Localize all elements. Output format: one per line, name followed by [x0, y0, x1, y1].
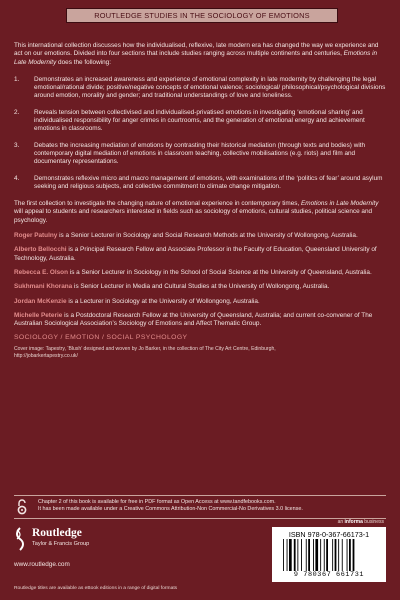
subject-tags: SOCIOLOGY / EMOTION / SOCIAL PSYCHOLOGY — [14, 334, 188, 342]
intro-paragraph — [14, 42, 386, 67]
barcode-bar — [332, 539, 333, 571]
cover-credit-url: http://jobarkertapestry.co.uk/ — [14, 353, 78, 360]
barcode-bar — [315, 539, 318, 571]
list-item — [14, 76, 386, 101]
barcode-bar — [347, 539, 348, 571]
author-name: Alberto Bellocchi — [14, 246, 67, 254]
barcode-bar — [289, 539, 292, 571]
closing-text-end: will appeal to students and researchers interested in fields such as sociology of emotions, cultural studies, political science and psychology. — [14, 208, 373, 224]
barcode-bar — [342, 539, 343, 571]
book-title-italic: Emotions in Late Modernity — [14, 50, 378, 66]
informa-business-note — [338, 519, 384, 525]
author-name: Jordan McKenzie — [14, 297, 67, 305]
barcode-bar — [320, 539, 321, 571]
barcode-bar — [313, 539, 314, 571]
author-bio-text: is a Senior Lecturer in Sociology and Social Research Methods at the University of Wollongong, Australia. — [57, 232, 358, 240]
barcode-bar — [324, 539, 325, 571]
author-bio — [14, 283, 386, 291]
informa-prefix: an — [337, 519, 345, 525]
cover-credit-line: Cover image: Tapestry, ‘Blush’ designed and woven by Jo Barker, in the collection of The City Art Centre, Edinburgh, — [14, 346, 276, 353]
publisher-url: www.routledge.com — [14, 561, 70, 568]
list-text: Demonstrates an increased awareness and experience of emotional complexity in late modernity by challenging the legal emotional/rational divide; positive/negative concepts of emotional valence; sociological/ philosophical/psychological divisions around emotion, morality and gender; and traditional understandings of love and loneliness. — [34, 75, 386, 100]
closing-paragraph — [14, 200, 386, 225]
author-name: Rebecca E. Olson — [14, 268, 68, 276]
open-access-text — [38, 499, 303, 514]
barcode-bar — [287, 539, 288, 571]
author-bio — [14, 269, 386, 277]
list-number: 4. — [14, 174, 20, 182]
list-text: Reveals tension between collectivised and individualised-privatised emotions in investigating ‘emotional sharing’ and individualised responsibility for anger crimes in courtrooms, and the generation of emotional energy and achievement emotions in classrooms. — [34, 108, 365, 133]
intro-text-end: does the following: — [56, 58, 111, 66]
barcode-bar — [308, 539, 310, 571]
barcode-bar — [326, 539, 328, 571]
barcode-bar — [283, 539, 284, 571]
list-number: 1. — [14, 75, 20, 83]
routledge-mark-icon — [14, 527, 26, 551]
author-bio-text: is a Senior Lecturer in Sociology in the School of Social Science at the University of Queensland, Australia. — [68, 268, 372, 276]
author-bio — [14, 232, 386, 240]
barcode-bar — [297, 539, 298, 571]
feature-list — [14, 76, 386, 191]
open-access-icon — [16, 499, 28, 515]
list-item — [14, 109, 386, 134]
cover-credit — [14, 346, 386, 359]
publisher-name: Routledge — [32, 527, 82, 539]
publisher-group: Taylor & Francis Group — [32, 541, 90, 547]
author-bio-text: is Senior Lecturer in Media and Cultural Studies at the University of Wollongong, Australia. — [72, 283, 330, 291]
barcode-bar — [335, 539, 337, 571]
open-access-line: Chapter 2 of this book is available for free in PDF format as Open Access at www.tandfebooks.com. — [38, 499, 276, 505]
series-title-bar — [66, 8, 338, 23]
back-cover-text — [14, 42, 386, 360]
author-name: Sukhmani Khorana — [14, 283, 73, 291]
barcode-bar — [294, 539, 296, 571]
list-item — [14, 142, 386, 167]
list-number: 2. — [14, 108, 20, 116]
author-bio-text: is a Postdoctoral Research Fellow at the University of Queensland, Australia; and current co-convener of The Australian Sociological Association’s Sociology of Emotions and Affect Thematic Group. — [14, 311, 373, 328]
author-bio — [14, 312, 386, 329]
author-name: Roger Patulny — [14, 232, 58, 240]
list-text: Debates the increasing mediation of emotions by contrasting their historical mediation (through texts and bodies) with contemporary digital mediation of emotions in classroom teaching, collective mobilisations (e.g. riots) and film and documentary representations. — [34, 141, 366, 166]
book-title-italic: Emotions in Late Modernity — [301, 200, 379, 208]
list-number: 3. — [14, 141, 20, 149]
isbn-barcode-box — [272, 527, 386, 582]
open-access-license: It has been made available under a Creative Commons Attribution-Non Commercial-No Derivatives 3.0 license. — [38, 506, 303, 513]
list-text: Demonstrates reflexive micro and macro management of emotions, with examinations of the ‘politics of fear’ around asylum seeking and religious subjects, and collective commitment to climate change mitigation. — [34, 174, 383, 190]
author-bio-text: is a Lecturer in Sociology at the University of Wollongong, Australia. — [66, 297, 260, 305]
author-bio — [14, 246, 386, 263]
barcode — [282, 539, 378, 571]
barcode-bar — [306, 539, 307, 571]
open-access-notice — [14, 495, 386, 519]
informa-suffix: business — [362, 519, 384, 525]
barcode-bar — [338, 539, 339, 571]
barcode-bar — [353, 539, 355, 571]
author-name: Michelle Peterie — [14, 311, 63, 319]
series-title: ROUTLEDGE STUDIES IN THE SOCIOLOGY OF EMOTIONS — [94, 11, 310, 20]
author-bio-text: is a Principal Research Fellow and Associate Professor in the Faculty of Education, Queensland University of Technology, Australia. — [14, 246, 377, 262]
routledge-logo — [14, 527, 98, 559]
barcode-digits: 9 780367 661731 — [293, 571, 365, 579]
barcode-bar — [349, 539, 351, 571]
isbn-label: ISBN 978-0-367-66173-1 — [288, 530, 370, 539]
ebook-note: Routledge titles are available as eBook editions in a range of digital formats — [14, 586, 178, 591]
barcode-bar — [301, 539, 302, 571]
closing-text: The first collection to investigate the changing nature of emotional experience in contemporary times, — [14, 200, 302, 208]
intro-text: This international collection discusses how the individualised, reflexive, late modern era has changed the way we experience and act on our emotions. Divided into four sections that include studies ranging across multiple continents and centuries, — [14, 42, 379, 58]
author-bio — [14, 298, 386, 306]
informa-brand: informa — [344, 519, 363, 525]
list-item — [14, 175, 386, 192]
